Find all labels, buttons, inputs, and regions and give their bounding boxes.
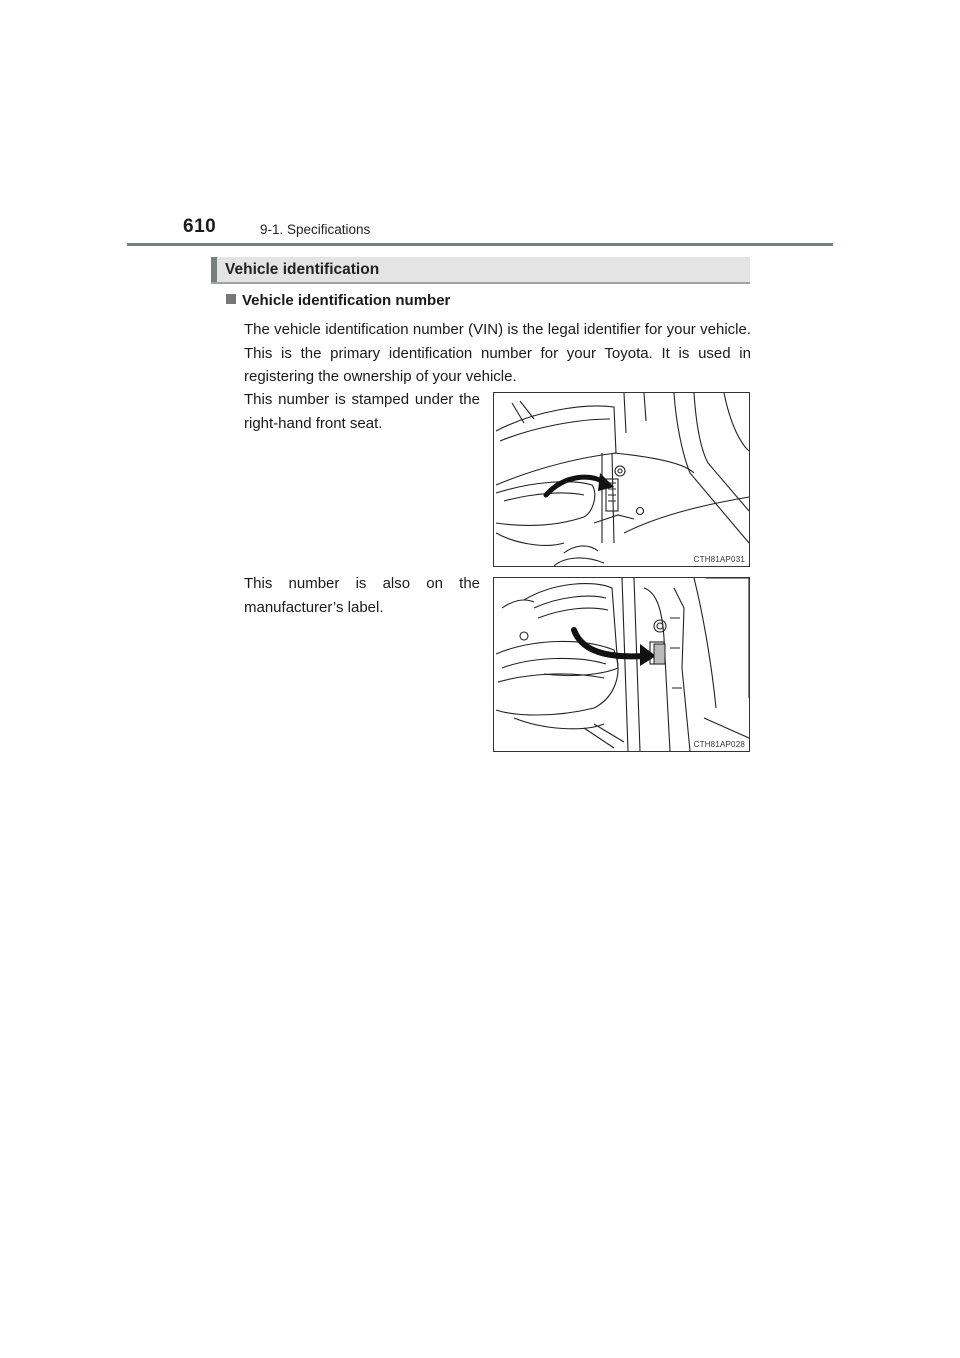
figure-under-seat — [493, 392, 750, 567]
vin-manufacturer-label-illustration — [494, 578, 749, 751]
vin-under-seat-illustration — [494, 393, 749, 566]
figure-code-2: CTH81AP028 — [693, 740, 745, 749]
location-paragraph-2: This number is also on the manufacturer’s label. — [244, 575, 480, 616]
figure-code-1: CTH81AP031 — [693, 555, 745, 564]
section-heading: Vehicle identification — [225, 261, 380, 278]
location-paragraph-1: This number is stamped under the right-hand front seat. — [244, 391, 480, 432]
header-rule — [127, 243, 833, 246]
heading-accent — [211, 257, 217, 282]
square-bullet-icon — [226, 294, 236, 304]
intro-paragraph: The vehicle identification number (VIN) is the legal identifier for your vehicle. This is the primary identification number for your Toyota. It is used in registering the ownership of your vehicle. — [244, 321, 751, 385]
sub-heading-text: Vehicle identification number — [242, 292, 451, 309]
sub-heading — [226, 292, 450, 309]
page-number: 610 — [183, 216, 217, 237]
section-heading-bar — [211, 257, 750, 284]
section-title: 9-1. Specifications — [260, 222, 371, 237]
figure-manufacturer-label — [493, 577, 750, 752]
